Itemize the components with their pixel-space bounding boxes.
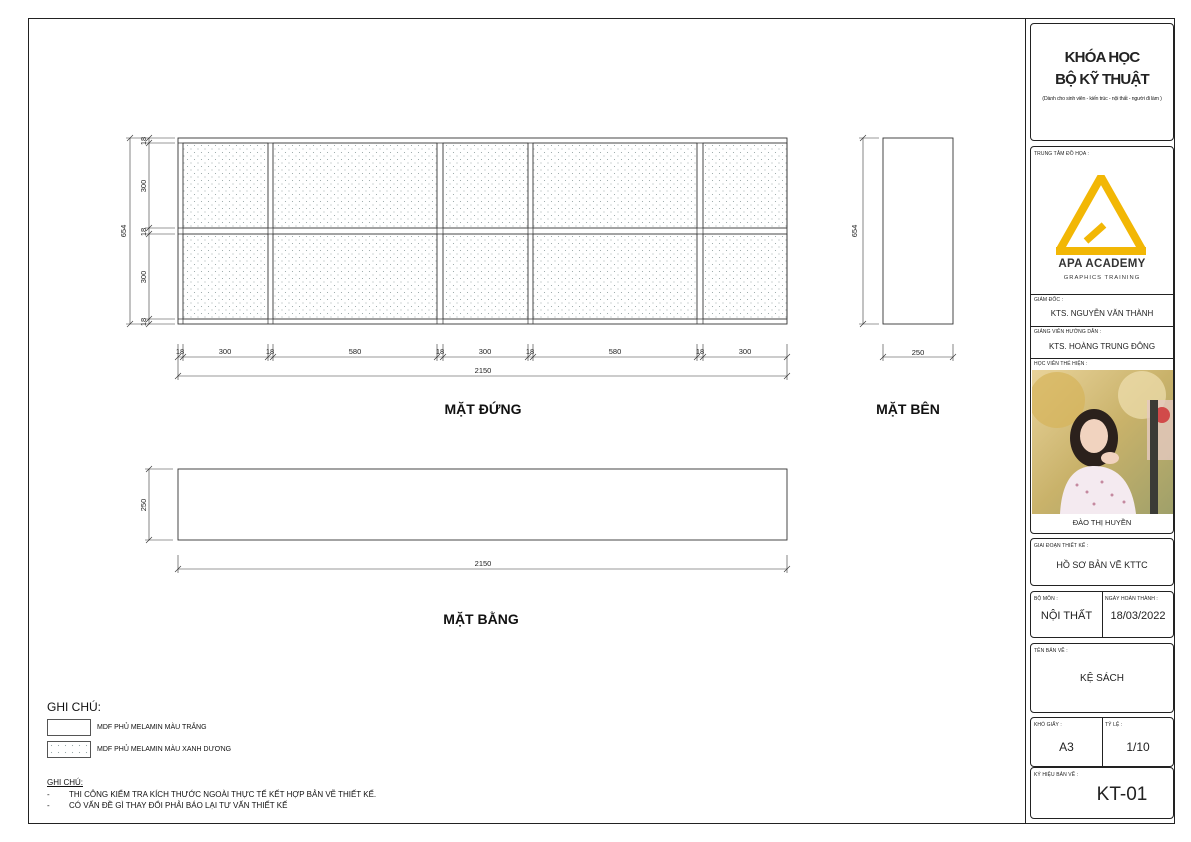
brand-subtitle: GRAPHICS TRAINING bbox=[1063, 275, 1141, 281]
course-subtitle: (Dành cho sinh viên - kiến trúc - nội thất - người đi làm ) bbox=[1042, 96, 1162, 102]
notes-bullet-0: - bbox=[47, 790, 50, 799]
course-title-2: BỘ KỸ THUẬT bbox=[1055, 71, 1149, 88]
panel bbox=[703, 143, 787, 228]
side-dim-width: 250 bbox=[911, 348, 925, 357]
dim-v-1: 300 bbox=[139, 179, 148, 193]
dept-value: NỘI THẤT bbox=[1040, 610, 1093, 622]
date-value: 18/03/2022 bbox=[1110, 610, 1166, 622]
dim-v-2: 18 bbox=[139, 227, 148, 237]
panel bbox=[273, 143, 437, 228]
dept-label: BỘ MÔN : bbox=[1034, 596, 1058, 602]
paper-scale-box bbox=[1030, 717, 1174, 767]
side-outline bbox=[883, 138, 953, 324]
plan-dim-width: 2150 bbox=[474, 559, 492, 568]
side-title: MẶT BÊN bbox=[876, 401, 940, 417]
elevation-view bbox=[119, 135, 790, 417]
elevation-title: MẶT ĐỨNG bbox=[444, 401, 522, 417]
director-label: GIÁM ĐỐC : bbox=[1034, 297, 1064, 303]
plan-dim-depth: 250 bbox=[139, 498, 148, 512]
panel bbox=[183, 234, 268, 319]
legend-swatch-white bbox=[47, 719, 91, 736]
elevation-vertical-dims bbox=[126, 135, 175, 327]
dim-h-5: 300 bbox=[478, 347, 492, 356]
dim-h-1: 300 bbox=[218, 347, 232, 356]
dim-h-9: 300 bbox=[738, 347, 752, 356]
dim-h-4: 18 bbox=[435, 347, 445, 356]
notes-line-0: THI CÔNG KIỂM TRA KÍCH THƯỚC NGOÀI THỰC TẾ KẾT HỢP BẢN VẼ THIẾT KẾ. bbox=[69, 790, 377, 799]
panel bbox=[443, 234, 528, 319]
director-name: KTS. NGUYỄN VĂN THÀNH bbox=[1050, 309, 1154, 318]
notes-bullet-1: - bbox=[47, 801, 50, 810]
title-block-divider bbox=[1025, 18, 1026, 824]
plan-view bbox=[139, 466, 790, 627]
dim-h-2: 18 bbox=[265, 347, 275, 356]
dept-date-box bbox=[1030, 591, 1174, 638]
drawing-name-box bbox=[1030, 643, 1174, 713]
drawing-name-value: KỆ SÁCH bbox=[1080, 673, 1124, 684]
dim-v-0: 18 bbox=[139, 136, 148, 146]
panel bbox=[703, 234, 787, 319]
legend-swatch-blue bbox=[47, 741, 91, 758]
side-view bbox=[850, 135, 956, 417]
drawing-code-box bbox=[1030, 767, 1174, 819]
dim-total-width: 2150 bbox=[474, 366, 492, 375]
legend-label-white: MDF PHỦ MELAMIN MÀU TRẮNG bbox=[97, 724, 207, 731]
course-box bbox=[1030, 23, 1174, 141]
panel bbox=[533, 143, 697, 228]
panel bbox=[273, 234, 437, 319]
plan-title: MẶT BẰNG bbox=[443, 611, 519, 627]
dim-h-7: 580 bbox=[608, 347, 622, 356]
dim-h-3: 580 bbox=[348, 347, 362, 356]
side-dim-height: 654 bbox=[850, 224, 859, 238]
stage-value: HỒ SƠ BẢN VẼ KTTC bbox=[1056, 560, 1148, 570]
apa-logo-icon bbox=[1056, 175, 1146, 255]
dim-h-0: 18 bbox=[175, 347, 185, 356]
paper-label: KHỔ GIẤY : bbox=[1034, 722, 1062, 728]
scale-label: TỶ LỆ : bbox=[1105, 722, 1123, 728]
notes-title: GHI CHÚ: bbox=[47, 778, 83, 787]
stage-box bbox=[1030, 538, 1174, 586]
plan-outline bbox=[178, 469, 787, 540]
dim-v-4: 18 bbox=[139, 317, 148, 327]
center-box bbox=[1030, 146, 1174, 534]
dim-h-8: 18 bbox=[695, 347, 705, 356]
notes-line-1: CÓ VẤN ĐỀ GÌ THAY ĐỔI PHẢI BÁO LẠI TƯ VẤN THIẾT KẾ bbox=[69, 801, 288, 810]
dim-h-6: 18 bbox=[525, 347, 535, 356]
instructor-label: GIẢNG VIÊN HƯỚNG DẪN : bbox=[1034, 329, 1102, 335]
panel bbox=[443, 143, 528, 228]
course-title-1: KHÓA HỌC bbox=[1064, 49, 1140, 66]
instructor-name: KTS. HOÀNG TRUNG ĐÔNG bbox=[1048, 342, 1156, 351]
brand-name: APA ACADEMY bbox=[1058, 258, 1146, 270]
date-label: NGÀY HOÀN THÀNH : bbox=[1105, 596, 1158, 602]
student-name: ĐÀO THỊ HUYỀN bbox=[1072, 518, 1132, 527]
scale-value: 1/10 bbox=[1126, 740, 1150, 754]
code-value: KT-01 bbox=[1096, 784, 1148, 805]
panel bbox=[183, 143, 268, 228]
legend-label-blue: MDF PHỦ MELAMIN MÀU XANH DƯƠNG bbox=[97, 746, 232, 753]
panel bbox=[533, 234, 697, 319]
dim-total-height: 654 bbox=[119, 224, 128, 238]
drawing-name-label: TÊN BẢN VẼ : bbox=[1034, 648, 1068, 654]
code-label: KÝ HIỆU BẢN VẼ : bbox=[1034, 772, 1079, 778]
stage-label: GIAI ĐOẠN THIẾT KẾ : bbox=[1034, 543, 1089, 549]
dim-v-3: 300 bbox=[139, 270, 148, 284]
legend-title: GHI CHÚ: bbox=[47, 700, 101, 714]
student-photo bbox=[1032, 370, 1173, 514]
center-label: TRUNG TÂM ĐỒ HỌA : bbox=[1034, 151, 1090, 157]
student-label: HỌC VIÊN THỂ HIỆN : bbox=[1034, 361, 1088, 367]
paper-value: A3 bbox=[1059, 740, 1074, 754]
